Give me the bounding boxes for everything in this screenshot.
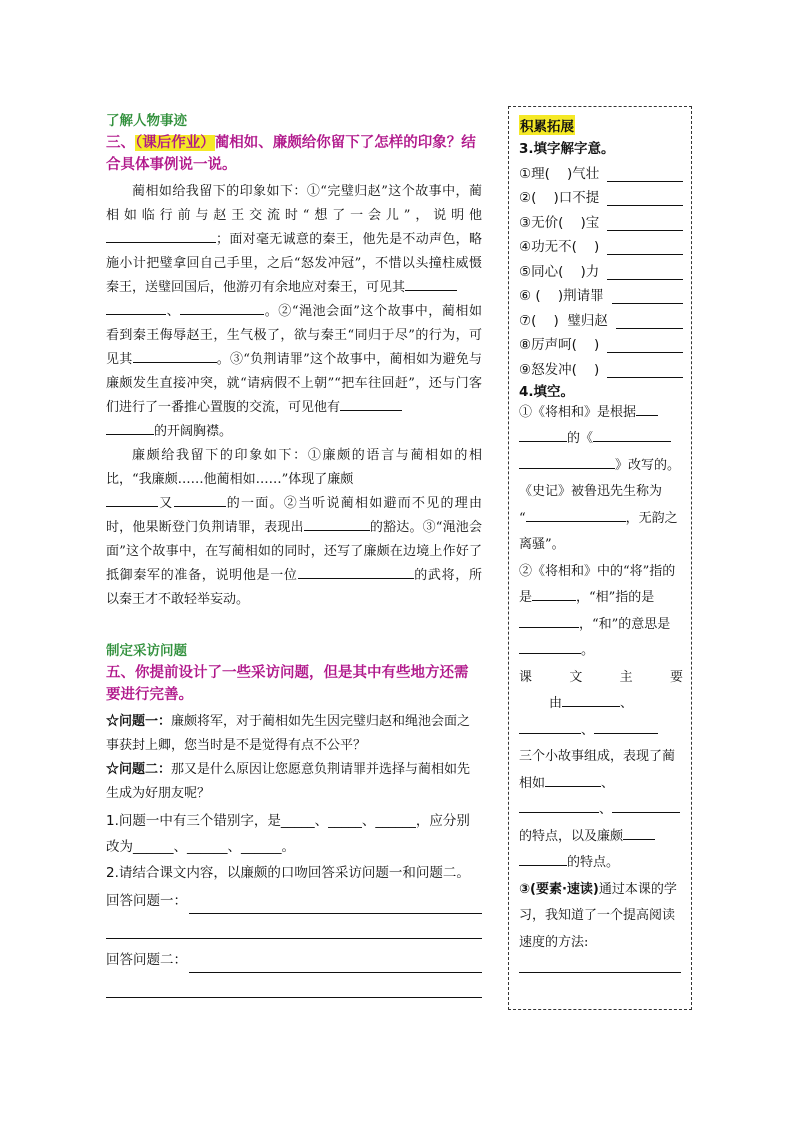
answer-blank[interactable] (106, 228, 216, 243)
fill-item-1: ①《将相和》是根据 的《 》改写的。《史记》被鲁迅先生称为 “ ，无韵之离骚”。 (519, 400, 683, 559)
interview-question-2: ☆问题二：那又是什么原因让您愿意负荆请罪并选择与蔺相如先生成为好朋友呢？ (106, 762, 471, 801)
idiom-row (519, 304, 683, 329)
idiom-meaning-blank[interactable] (607, 336, 683, 353)
answer-2-line-2[interactable] (106, 973, 482, 998)
answer-blank[interactable] (133, 348, 217, 363)
answer-blank[interactable] (545, 772, 601, 787)
answer-blank[interactable] (304, 516, 370, 531)
question-number: 三、 (106, 135, 135, 151)
answer-blank[interactable] (180, 300, 264, 315)
idiom-meaning-blank[interactable] (607, 361, 683, 378)
fill-item-2: ②《将相和》中的“将”指的是 ，“相”指的是，“和”的意思是。 课 文 主 要 由 、 、 三个小故事组成，表现了蔺相如 、 、 的特点，以及廉颇 的特点。 (519, 563, 683, 870)
answer-blank[interactable] (593, 427, 671, 442)
answer-1-line[interactable] (189, 895, 482, 914)
answer-blank[interactable] (298, 564, 414, 579)
idiom-text: ④功无不( ) (519, 239, 600, 255)
answer-blank[interactable] (106, 420, 154, 435)
section-title-2: 制定采访问题 (106, 643, 187, 659)
answer-blank[interactable] (106, 300, 166, 315)
idiom-meaning-blank[interactable] (607, 165, 683, 182)
idiom-text: ⑤同心( )力 (519, 263, 600, 280)
answer-1-label: 回答问题一： (106, 893, 187, 909)
answer-blank[interactable] (519, 454, 615, 469)
answer-blank[interactable] (594, 719, 658, 734)
idiom-text: ③无价( )宝 (519, 214, 600, 231)
question-1-label: ☆问题一： (106, 714, 172, 729)
idiom-meaning-blank[interactable] (607, 263, 683, 280)
answer-blank[interactable] (106, 492, 158, 507)
idiom-text: ⑨怒发冲( ) (519, 361, 600, 378)
idiom-meaning-blank[interactable] (607, 189, 683, 206)
idiom-list (519, 157, 683, 378)
idiom-text: ⑥ ( )荆请罪 (519, 288, 604, 304)
answer-blank[interactable] (405, 276, 457, 291)
question-5-heading: 五、你提前设计了一些采访问题，但是其中有些地方还需要进行完善。 (106, 665, 469, 703)
answer-blank[interactable] (519, 639, 581, 654)
answer-blank[interactable] (562, 692, 620, 707)
idiom-meaning-blank[interactable] (616, 312, 683, 329)
idiom-row (519, 353, 683, 378)
fill-item-3: ③(要素·速读)通过本课的学习，我知道了一个提高阅读速度的方法: (519, 877, 683, 974)
answer-blank[interactable] (519, 427, 567, 442)
idiom-text: ②( )口不提 (519, 190, 600, 206)
fill-word-heading: 3.填字解字意。 (519, 141, 615, 157)
interview-question-1: ☆问题一：廉颇将军，对于蔺相如先生因完璧归赵和绳池会面之事获封上卿，您当时是不是觉得有点不公平？ (106, 714, 471, 753)
idiom-text: ①理( )气壮 (519, 165, 600, 182)
typo-item: 1.问题一中有三个错别字，是_____、_____、______，应分别改为______、______、______。 (106, 813, 470, 855)
answer-blank[interactable] (526, 507, 626, 522)
idiom-row (519, 255, 683, 280)
fill-blank-heading: 4.填空。 (519, 383, 575, 400)
idiom-meaning-blank[interactable] (607, 238, 683, 255)
idiom-meaning-blank[interactable] (612, 287, 683, 304)
question-text: 蔺相如、廉颇给你留下了怎样的印象？结合具体事例说一说。 (106, 135, 476, 173)
lin-xiangru-paragraph: 蔺相如给我留下的印象如下：①“完璧归赵”这个故事中，蔺相如临行前与赵王交流时“想了一会儿”，说明他；面对毫无诚意的秦王，他先是不动声色，略施小计把璧拿回自己手里，之后“怒发冲冠”，不惜以头撞柱威慑秦王，送璧回国后，他游刃有余地应对秦王，可见其 、 。②“渑池会面”这个故事中，蔺相如看到秦王侮辱赵王，生气极了，欲与秦王“同归于尽”的行为，可见其 。③“负荆请罪”这个故事中，蔺相如为避免与廉颇发生直接冲突，就“请病假不上朝”“把车往回赶”，还与门客们进行了一番推心置腹的交流，可见他有 的开阔胸襟。 (106, 184, 482, 439)
answer-blank[interactable] (519, 851, 567, 866)
idiom-row (519, 231, 683, 256)
answer-blank[interactable] (519, 719, 581, 734)
idiom-row (519, 280, 683, 305)
answer-blank[interactable] (532, 586, 576, 601)
answer-blank[interactable] (340, 396, 402, 411)
skill-tag: ③(要素·速读) (519, 881, 599, 897)
section-title-1: 了解人物事迹 (106, 113, 187, 129)
spaced-line: 课 文 主 要 (519, 669, 683, 685)
idiom-row (519, 182, 683, 207)
homework-tag: （课后作业） (135, 135, 215, 151)
lian-po-paragraph: 廉颇给我留下的印象如下：①廉颇的语言与蔺相如的相比，“我廉颇……他蔺相如……”体现了廉颇 又 的一面。②当听说蔺相如避而不见的理由时，他果断登门负荆请罪，表现出 的豁达。③“渑池会面”这个故事中，在写蔺相如的同时，还写了廉颇在边境上作好了抵御秦军的准备，说明他是一位 的武将，所以秦王才不敢轻举妄动。 (106, 448, 482, 607)
question-3-heading (106, 132, 482, 176)
answer-blank[interactable] (612, 798, 680, 813)
sidebar-box (508, 106, 692, 1010)
answer-item: 2.请结合课文内容，以廉颇的口吻回答采访问题一和问题二。 (106, 865, 470, 881)
answer-line[interactable] (519, 956, 681, 973)
answer-blank[interactable] (519, 798, 599, 813)
sidebar-title: 积累拓展 (519, 115, 575, 135)
main-column (106, 110, 482, 998)
idiom-text: ⑦( ) 璧归赵 (519, 312, 608, 329)
idiom-meaning-blank[interactable] (607, 214, 683, 231)
answer-2-line[interactable] (189, 954, 482, 973)
answer-blank[interactable] (174, 492, 226, 507)
answer-blank[interactable] (636, 401, 658, 416)
answer-row-1 (106, 888, 482, 914)
answer-blank[interactable] (623, 825, 655, 840)
answer-1-line-2[interactable] (106, 914, 482, 939)
idiom-row (519, 206, 683, 231)
answer-row-2 (106, 947, 482, 973)
idiom-row (519, 157, 683, 182)
question-2-label: ☆问题二： (106, 762, 172, 777)
answer-blank[interactable] (519, 613, 579, 628)
answer-2-label: 回答问题二： (106, 952, 187, 968)
idiom-row (519, 329, 683, 354)
idiom-text: ⑧厉声呵( ) (519, 337, 600, 353)
